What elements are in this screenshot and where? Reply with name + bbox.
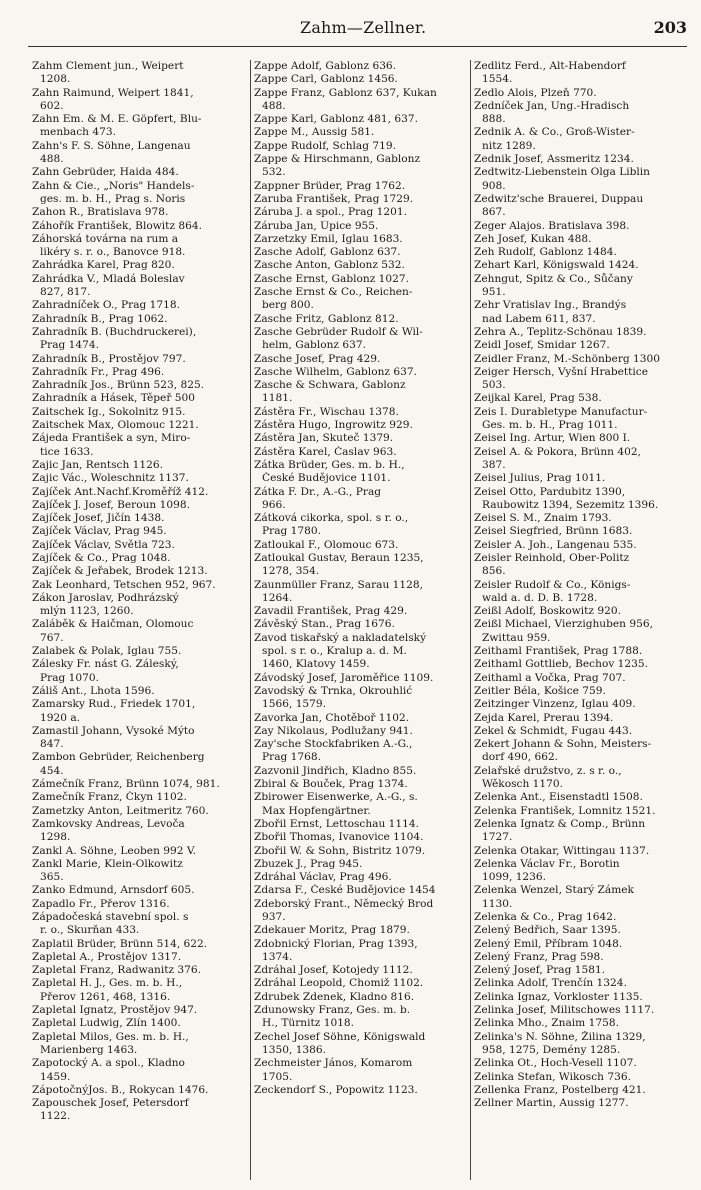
directory-entry: Zelinka's N. Söhne, Žilina 1329, <box>474 1030 646 1043</box>
directory-entry: H., Türnitz 1018. <box>262 1017 355 1030</box>
directory-entry: Zákon Jaroslav, Podhrázský <box>32 591 179 604</box>
directory-entry: Zasche Adolf, Gablonz 637. <box>254 246 401 259</box>
directory-entry: Zdrubek Zdenek, Kladno 816. <box>254 990 415 1003</box>
directory-entry: 847. <box>40 738 64 751</box>
directory-entry: Zappe Adolf, Gablonz 636. <box>254 60 397 72</box>
directory-entry: Zaitschek Max, Olomouc 1221. <box>32 419 199 432</box>
directory-entry: nitz 1289. <box>482 139 536 152</box>
directory-entry: Zatloukal F., Olomouc 673. <box>254 538 399 551</box>
directory-entry: 1350, 1386. <box>262 1043 327 1056</box>
directory-entry: Zappe Carl, Gablonz 1456. <box>254 73 398 86</box>
directory-entry: Zappner Brüder, Prag 1762. <box>254 179 406 192</box>
directory-entry: Zeijkal Karel, Prag 538. <box>474 392 602 405</box>
directory-entry: Zelařské družstvo, z. s r. o., <box>474 764 622 777</box>
directory-entry: Zahradník a Hásek, Těpeř 500 <box>32 392 195 405</box>
directory-entry: Zahn Raimund, Weipert 1841, <box>32 86 194 99</box>
directory-entry: 503. <box>482 379 506 392</box>
directory-entry: Zamkovsky Andreas, Levoča <box>32 817 185 830</box>
directory-entry: Zehngut, Spitz & Co., Sůčany <box>474 272 633 285</box>
directory-entry: Prag 1070. <box>40 671 99 684</box>
directory-entry: likéry s. r. o., Banovce 918. <box>40 246 186 259</box>
directory-entry: Zeitzinger Vinzenz, Iglau 409. <box>474 698 636 711</box>
directory-entry: Zelenka Otakar, Wittingau 1137. <box>474 844 650 857</box>
directory-entry: 1727. <box>482 831 513 844</box>
directory-entry: Zapouschek Josef, Petersdorf <box>32 1097 189 1110</box>
directory-entry: Zwittau 959. <box>482 631 551 644</box>
directory-entry: Zedlitz Ferd., Alt-Habendorf <box>474 60 626 72</box>
directory-entry: Zeißl Michael, Vierzighuben 956, <box>474 618 653 631</box>
directory-entry: 1278, 354. <box>262 565 320 578</box>
directory-entry: Zappe Franz, Gablonz 637, Kukan <box>254 86 437 99</box>
directory-entry: Zasche Ernst, Gablonz 1027. <box>254 272 409 285</box>
directory-entry: Zajic Vác., Woleschnitz 1137. <box>32 472 189 485</box>
directory-entry: Zappe Rudolf, Schlag 719. <box>254 139 396 152</box>
directory-entry: Zatloukal Gustav, Beraun 1235, <box>254 551 424 564</box>
directory-entry: 1181. <box>262 392 293 405</box>
directory-entry: Zay Nikolaus, Podlužany 941. <box>254 724 413 737</box>
directory-entry: Zechel Josef Söhne, Königswald <box>254 1030 426 1043</box>
directory-entry: Zálesky Fr. nást G. Záleský, <box>32 658 179 671</box>
directory-entry: Zájeda František a syn, Miro- <box>32 432 191 445</box>
directory-entry: 951. <box>482 286 506 299</box>
directory-entry: Zanko Edmund, Arnsdorf 605. <box>32 884 195 897</box>
directory-entry: Zbořil Thomas, Ivanovice 1104. <box>254 831 424 844</box>
directory-entry: 532. <box>262 166 286 179</box>
directory-entry: 454. <box>40 764 64 777</box>
directory-entry: Zeithaml a Vočka, Prag 707. <box>474 671 626 684</box>
column-2 <box>254 60 470 1097</box>
directory-entry: Zambon Gebrüder, Reichenberg <box>32 751 205 764</box>
directory-entry: Zelenka Ant., Eisenstadtl 1508. <box>474 791 643 804</box>
directory-entry: Zeisel Julius, Prag 1011. <box>474 472 606 485</box>
directory-entry: Zelinka Mho., Znaim 1758. <box>474 1017 619 1030</box>
directory-entry: Zedlo Alois, Plzeň 770. <box>474 86 597 99</box>
directory-entry: helm, Gablonz 637. <box>262 339 366 352</box>
directory-entry: Zástěra Hugo, Ingrowitz 929. <box>254 419 413 432</box>
directory-entry: Zelinka Josef, Militschowes 1117. <box>474 1004 655 1017</box>
directory-entry: Zajic Jan, Rentsch 1126. <box>32 458 163 471</box>
directory-entry: Zednik Josef, Assmeritz 1234. <box>474 153 634 166</box>
directory-entry: Prag 1474. <box>40 339 99 352</box>
header-rule <box>28 46 687 47</box>
directory-entry: Závěský Stan., Prag 1676. <box>254 618 395 631</box>
directory-entry: tice 1633. <box>40 445 94 458</box>
directory-entry: Prag 1768. <box>262 751 321 764</box>
directory-entry: 827, 817. <box>40 286 91 299</box>
directory-entry: 1459. <box>40 1070 71 1083</box>
directory-entry: Zapletal H. J., Ges. m. b. H., <box>32 977 183 990</box>
page-number: 203 <box>653 18 687 37</box>
directory-entry: Zasche Gebrüder Rudolf & Wil- <box>254 325 423 338</box>
directory-entry: Záhořík František, Blowitz 864. <box>32 219 202 232</box>
directory-entry: Zeisel Siegfried, Brünn 1683. <box>474 525 633 538</box>
directory-entry: Zasche Wilhelm, Gablonz 637. <box>254 365 417 378</box>
directory-entry: Zaruba František, Prag 1729. <box>254 192 414 205</box>
directory-entry: 602. <box>40 99 64 112</box>
directory-entry: Zehra A., Teplitz-Schönau 1839. <box>474 325 647 338</box>
directory-entry: 1130. <box>482 897 513 910</box>
directory-entry: 1264. <box>262 591 293 604</box>
directory-entry: Zavodský & Trnka, Okrouhlić <box>254 684 413 697</box>
directory-entry: Zdobnický Florian, Prag 1393, <box>254 937 418 950</box>
directory-entry: 1298. <box>40 831 71 844</box>
directory-entry: Zástěra Karel, Časlav 963. <box>254 445 397 458</box>
directory-entry: Zbirower Eisenwerke, A.-G., s. <box>254 791 418 804</box>
directory-entry: Zapadlo Fr., Přerov 1316. <box>32 897 170 910</box>
directory-entry: Přerov 1261, 468, 1316. <box>40 990 171 1003</box>
directory-entry: Zasche & Schwara, Gablonz <box>254 379 406 392</box>
directory-entry: Zdeborský Frant., Německý Brod <box>254 897 434 910</box>
directory-entry: Zeisler A. Joh., Langenau 535. <box>474 538 637 551</box>
directory-entry: Zarzetzky Emil, Iglau 1683. <box>254 232 403 245</box>
directory-entry: berg 800. <box>262 299 314 312</box>
directory-entry: Zdunowsky Franz, Ges. m. b. <box>254 1004 411 1017</box>
directory-entry: Zamastil Johann, Vysoké Mýto <box>32 724 195 737</box>
directory-entry: Zapletal Franz, Radwanitz 376. <box>32 964 202 977</box>
directory-entry: Zavod tiskařský a nakladatelský <box>254 631 427 644</box>
directory-entry: Zátka Brüder, Ges. m. b. H., <box>254 458 405 471</box>
directory-entry: Zeitler Béla, Košice 759. <box>474 684 606 697</box>
directory-entry: Zappe Karl, Gablonz 481, 637. <box>254 113 418 126</box>
directory-entry: dorf 490, 662. <box>482 751 559 764</box>
directory-entry: Zametzky Anton, Leitmeritz 760. <box>32 804 209 817</box>
directory-entry: Zeiger Hersch, Vyšní Hrabettice <box>474 365 648 378</box>
directory-entry: Zdarsa F., České Budějovice 1454 <box>254 884 436 897</box>
directory-entry: Zapletal Milos, Ges. m. b. H., <box>32 1030 189 1043</box>
directory-entry: 1374. <box>262 950 293 963</box>
directory-entry: 488. <box>40 153 64 166</box>
directory-entry: Zajíček Václav, Prag 945. <box>32 525 167 538</box>
directory-entry: Zaunmüller Franz, Sarau 1128, <box>254 578 424 591</box>
directory-entry: Zeisler Reinhold, Ober-Politz <box>474 551 630 564</box>
directory-entry: Zankl Marie, Klein-Olkowitz <box>32 857 183 870</box>
directory-entry: Zelený Josef, Prag 1581. <box>474 964 606 977</box>
directory-entry: Zahradník B., Prostějov 797. <box>32 352 186 365</box>
directory-entry: Zelinka Ot., Hoch-Vesell 1107. <box>474 1057 637 1070</box>
directory-entry: Zedwitz'sche Brauerei, Duppau <box>474 192 644 205</box>
directory-entry: Zelenka Wenzel, Starý Zámek <box>474 884 634 897</box>
directory-entry: 1566, 1579. <box>262 698 327 711</box>
directory-entry: Zajíček & Co., Prag 1048. <box>32 551 171 564</box>
directory-entry: Zapletal Ludwig, Zlín 1400. <box>32 1017 181 1030</box>
directory-entry: 767. <box>40 631 64 644</box>
directory-entry: Zavadil František, Prag 429. <box>254 605 408 618</box>
directory-entry: Zedtwitz-Liebenstein Olga Liblin <box>474 166 650 179</box>
directory-entry: Zeisel A. & Pokora, Brünn 402, <box>474 445 641 458</box>
directory-entry: Zelený Bedřich, Saar 1395. <box>474 924 621 937</box>
directory-entry: Zelenka Ignatz & Comp., Brünn <box>474 817 646 830</box>
directory-entry: wald a. d. D. B. 1728. <box>482 591 598 604</box>
column-divider <box>470 60 471 1180</box>
directory-entry: 1920 a. <box>40 711 81 724</box>
directory-entry: 937. <box>262 911 286 923</box>
directory-entry: Zeger Alajos. Bratislava 398. <box>474 219 630 232</box>
directory-entry: 958, 1275, Demény 1285. <box>482 1043 621 1056</box>
directory-entry: Zaplatil Brüder, Brünn 514, 622. <box>32 937 208 950</box>
directory-entry: Zátka F. Dr., A.-G., Prag <box>254 485 382 498</box>
directory-entry: Zahradník B., Prag 1062. <box>32 312 168 325</box>
directory-entry: 1099, 1236. <box>482 871 547 884</box>
directory-entry: 867. <box>482 206 506 219</box>
directory-entry: Zekel & Schmidt, Fugau 443. <box>474 724 633 737</box>
directory-entry: Zasche Fritz, Gablonz 812. <box>254 312 399 325</box>
directory-entry: Záruba Jan, Úpice 955. <box>254 219 379 232</box>
directory-entry: Zellner Martin, Aussig 1277. <box>474 1097 629 1110</box>
directory-entry: nad Labem 611, 837. <box>482 312 596 325</box>
directory-entry: 1122. <box>40 1110 71 1123</box>
directory-entry: Zbiral & Bouček, Prag 1374. <box>254 778 408 791</box>
directory-entry: spol. s r. o., Kralup a. d. M. <box>262 645 407 658</box>
directory-entry: Zdráhal Václav, Prag 496. <box>254 871 392 884</box>
directory-entry: Zahn & Cie., „Noris" Handels- <box>32 179 195 192</box>
directory-entry: Zelinka Ignaz, Vorkloster 1135. <box>474 990 643 1003</box>
directory-entry: Záliš Ant., Lhota 1596. <box>32 684 155 697</box>
directory-entry: 1554. <box>482 73 513 86</box>
directory-entry: 966. <box>262 498 286 511</box>
directory-entry: Zámečník Franz, Brünn 1074, 981. <box>32 778 220 791</box>
directory-entry: r. o., Skurňan 433. <box>40 924 140 937</box>
directory-entry: Zahn's F. S. Söhne, Langenau <box>32 139 191 152</box>
directory-entry: Záhorská továrna na rum a <box>32 232 179 245</box>
directory-entry: 488. <box>262 99 286 112</box>
directory-entry: Zeis I. Durabletype Manufactur- <box>474 405 648 418</box>
directory-entry: Zelinka Stefan, Wikosch 736. <box>474 1070 631 1083</box>
directory-entry: Zahm Clement jun., Weipert <box>32 60 184 72</box>
directory-entry: Zechmeister János, Komarom <box>254 1057 413 1070</box>
directory-entry: mlýn 1123, 1260. <box>40 605 134 618</box>
directory-entry: Zdráhal Leopold, Chomiž 1102. <box>254 977 424 990</box>
directory-entry: Max Hopfengärtner. <box>262 804 371 817</box>
directory-entry: Zasche Josef, Prag 429. <box>254 352 381 365</box>
directory-entry: Marienberg 1463. <box>40 1043 138 1056</box>
directory-entry: 387. <box>482 458 506 471</box>
directory-entry: Zahradník B. (Buchdruckerei), <box>32 325 197 338</box>
directory-entry: ZápotočnýJos. B., Rokycan 1476. <box>32 1083 209 1096</box>
directory-entry: Zay'sche Stockfabriken A.-G., <box>254 738 413 751</box>
directory-entry: 856. <box>482 565 506 578</box>
directory-columns <box>32 60 694 1180</box>
directory-entry: Prag 1780. <box>262 525 321 538</box>
directory-entry: Zeißl Adolf, Boskowitz 920. <box>474 605 621 618</box>
running-title: Zahm—Zellner. <box>300 18 427 37</box>
directory-entry: Zahradník Fr., Prag 496. <box>32 365 165 378</box>
directory-entry: Zasche Anton, Gablonz 532. <box>254 259 405 272</box>
directory-entry: 908. <box>482 179 506 192</box>
directory-entry: Zamečník Franz, Čkyn 1102. <box>32 791 187 804</box>
directory-entry: 1208. <box>40 73 71 86</box>
directory-entry: Zehart Karl, Königswald 1424. <box>474 259 639 272</box>
directory-entry: Zelenka Václav Fr., Borotin <box>474 857 620 870</box>
column-3 <box>474 60 694 1110</box>
directory-entry: Zeh Rudolf, Gablonz 1484. <box>474 246 617 259</box>
directory-entry: Zaitschek Ig., Sokolnitz 915. <box>32 405 186 418</box>
directory-entry: Závodský Josef, Jaroměřice 1109. <box>254 671 434 684</box>
directory-entry: Zak Leonhard, Tetschen 952, 967. <box>32 578 216 591</box>
directory-entry: Zankl A. Söhne, Leoben 992 V. <box>32 844 197 857</box>
directory-entry: Zahn Gebrüder, Haida 484. <box>32 166 179 179</box>
directory-entry: Západočeská stavební spol. s <box>32 911 189 923</box>
directory-entry: Zahrádka Karel, Prag 820. <box>32 259 175 272</box>
directory-entry: 365. <box>40 871 64 884</box>
directory-entry: Zelený Franz, Prag 598. <box>474 950 604 963</box>
directory-entry: Zeidler Franz, M.-Schönberg 1300 <box>474 352 660 365</box>
directory-entry: Wěkosch 1170. <box>482 778 563 791</box>
directory-entry: Zelinka Adolf, Trenčín 1324. <box>474 977 627 990</box>
directory-entry: Zelenka & Co., Prag 1642. <box>474 911 617 923</box>
directory-entry: Zahradníček O., Prag 1718. <box>32 299 181 312</box>
directory-entry: Zazvonil Jindřich, Kladno 855. <box>254 764 417 777</box>
directory-entry: Zajíček J. Josef, Beroun 1098. <box>32 498 190 511</box>
directory-entry: Zajíček Josef, Jičín 1438. <box>32 512 165 525</box>
directory-entry: Zeckendorf S., Popowitz 1123. <box>254 1083 418 1096</box>
directory-entry: Zelenka František, Lomnitz 1521. <box>474 804 656 817</box>
directory-entry: Záruba J. a spol., Prag 1201. <box>254 206 407 219</box>
directory-entry: Zeidl Josef, Smidar 1267. <box>474 339 610 352</box>
directory-entry: Zappe & Hirschmann, Gablonz <box>254 153 421 166</box>
directory-entry: Zbořil Ernst, Lettoschau 1114. <box>254 817 419 830</box>
directory-entry: Zaláběk & Haičman, Olomouc <box>32 618 194 631</box>
directory-entry: Zekert Johann & Sohn, Meisters- <box>474 738 652 751</box>
page-header <box>0 14 701 42</box>
directory-entry: Zahrádka V., Mladá Boleslav <box>32 272 185 285</box>
directory-entry: Zeisler Rudolf & Co., Königs- <box>474 578 631 591</box>
column-divider <box>250 60 251 1180</box>
directory-entry: Zajíček Ant.Nachf.Kroměříž 412. <box>32 485 209 498</box>
directory-entry: Zamarsky Rud., Friedek 1701, <box>32 698 196 711</box>
directory-entry: Zbuzek J., Prag 945. <box>254 857 363 870</box>
directory-entry: Zappe M., Aussig 581. <box>254 126 375 139</box>
directory-entry: Zasche Ernst & Co., Reichen- <box>254 286 413 299</box>
directory-entry: 888. <box>482 113 506 126</box>
directory-entry: Zeisel Otto, Pardubitz 1390, <box>474 485 626 498</box>
directory-entry: Zapotocký A. a spol., Kladno <box>32 1057 185 1070</box>
directory-entry: Zalabek & Polak, Iglau 755. <box>32 645 182 658</box>
column-1 <box>32 60 249 1124</box>
directory-entry: Zellenka Franz, Postelberg 421. <box>474 1083 646 1096</box>
directory-entry: Zelený Emil, Příbram 1048. <box>474 937 623 950</box>
directory-entry: Zeisel S. M., Znaim 1793. <box>474 512 612 525</box>
directory-entry: Zeisel Ing. Artur, Wien 800 I. <box>474 432 631 445</box>
directory-entry: Zahn Em. & M. E. Göpfert, Blu- <box>32 113 202 126</box>
directory-entry: Zedníček Jan, Ung.-Hradisch <box>474 99 630 112</box>
directory-entry: Zapletal A., Prostějov 1317. <box>32 950 182 963</box>
directory-entry: Zavorka Jan, Chotěboř 1102. <box>254 711 410 724</box>
directory-entry: ges. m. b. H., Prag s. Noris <box>40 192 186 205</box>
directory-entry: Zeh Josef, Kukan 488. <box>474 232 592 245</box>
directory-entry: menbach 473. <box>40 126 116 139</box>
directory-entry: Zajíček Václav, Světla 723. <box>32 538 175 551</box>
directory-entry: České Budějovice 1101. <box>262 472 391 485</box>
directory-entry: 1460, Klatovy 1459. <box>262 658 370 671</box>
directory-entry: Zbořil W. & Sohn, Bistritz 1079. <box>254 844 426 857</box>
directory-entry: Zahon R., Bratislava 978. <box>32 206 169 219</box>
directory-entry: Raubowitz 1394, Sezemitz 1396. <box>482 498 659 511</box>
directory-entry: Zeithaml Gottlieb, Bechov 1235. <box>474 658 649 671</box>
directory-entry: 1705. <box>262 1070 293 1083</box>
directory-entry: Ges. m. b. H., Prag 1011. <box>482 419 618 432</box>
directory-entry: Zástěra Fr., Wischau 1378. <box>254 405 399 418</box>
directory-entry: Zapletal Ignatz, Prostějov 947. <box>32 1004 198 1017</box>
directory-entry: Zednik A. & Co., Groß-Wister- <box>474 126 635 139</box>
directory-entry: Zdekauer Moritz, Prag 1879. <box>254 924 410 937</box>
directory-entry: Zajíček & Jeřabek, Brodek 1213. <box>32 565 208 578</box>
directory-entry: Zejda Karel, Prerau 1394. <box>474 711 614 724</box>
directory-entry: Zehr Vratislav Ing., Brandýs <box>474 299 627 312</box>
directory-entry: Zdráhal Josef, Kotojedy 1112. <box>254 964 413 977</box>
directory-entry: Zástěra Jan, Skuteč 1379. <box>254 432 394 445</box>
directory-entry: Zahradník Jos., Brünn 523, 825. <box>32 379 205 392</box>
directory-entry: Zeithaml František, Prag 1788. <box>474 645 643 658</box>
directory-entry: Zátková cikorka, spol. s r. o., <box>254 512 409 525</box>
